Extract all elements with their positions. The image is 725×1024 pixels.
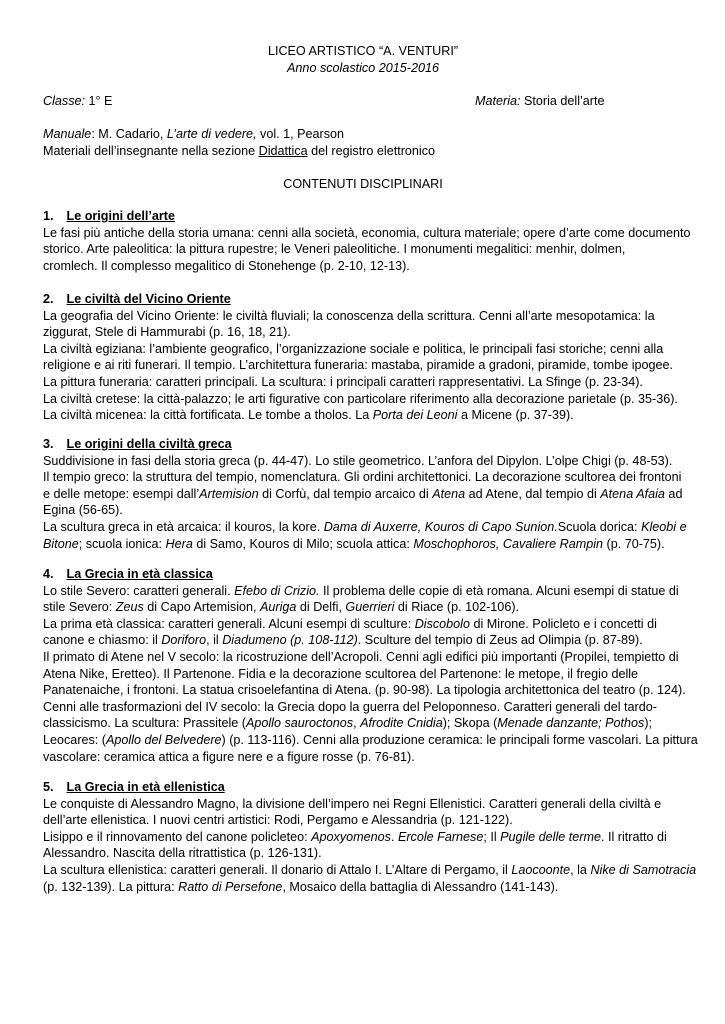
text-line: Il tempio greco: la struttura del tempio, nomenclatura. Gli ordini architettonici. La decorazione scultorea dei frontoni [43, 470, 682, 485]
text-line: La civiltà micenea: la città fortificata. Le tombe a tholos. La Porta dei Leoni a Micene (p. 37-39). [43, 408, 574, 423]
didattica-link[interactable]: Didattica [258, 143, 308, 158]
section-title: La Grecia in età ellenistica [66, 780, 225, 794]
text-line: Il primato di Atene nel V secolo: la ricostruzione dell’Acropoli. Cenni agli edifici più importanti (Propilei, tempietto di [43, 649, 679, 664]
text-line: (p. 132-139). La pittura: Ratto di Persefone, Mosaico della battaglia di Alessandro (141-143). [43, 879, 559, 894]
text-line: cromlech. Il complesso megalitico di Stonehenge (p. 2-10, 12-13). [43, 258, 410, 273]
text-line: Lisippo e il rinnovamento del canone policleteo: Apoxyomenos. Ercole Farnese; Il Pugile delle terme. Il ritratto di [43, 829, 667, 844]
school-year: Anno scolastico 2015-2016 [287, 60, 439, 75]
text-line: religione e ai riti funerari. Il tempio. L’architettura funeraria: mastaba, piramide a gradoni, piramide, tombe ipogee. [43, 358, 674, 373]
subject-field: Materia: Storia dell’arte [475, 94, 605, 108]
text-line: dell’arte ellenistica. I nuovi centri artistici: Rodi, Pergamo e Alessandria (p. 121-122). [43, 813, 513, 828]
text-line: stile Severo: Zeus di Capo Artemision, Auriga di Delfi, Guerrieri di Riace (p. 102-106). [43, 600, 520, 615]
section-heading [43, 291, 683, 308]
document-header [43, 43, 683, 76]
text-line: Panatenaiche, i frontoni. La statua crisoelefantina di Atena. (p. 90-98). La tipologia architettonica del teatro (p. 124). [43, 683, 686, 698]
section-2 [43, 291, 683, 424]
section-title: Le origini della civiltà greca [66, 437, 232, 451]
section-3 [43, 436, 687, 552]
section-title: La Grecia in età classica [66, 567, 213, 581]
text-line: Bitone; scuola ionica: Hera di Samo, Kouros di Milo; scuola attica: Moschophoros, Cavaliere Rampin (p. 70-75). [43, 536, 665, 551]
text-line: Atena Nike, Eretteo). Il Partenone. Fidia e la decorazione scultorea del Partenone: le metope, il fregio delle [43, 666, 639, 681]
text-line: La scultura greca in età arcaica: il kouros, la kore. Dama di Auxerre, Kouros di Capo Sunion.Scuola dorica: Kleobi e [43, 519, 687, 534]
manual-line: Manuale: M. Cadario, L’arte di vedere, vol. 1, Pearson [43, 127, 345, 141]
text-line: La scultura ellenistica: caratteri generali. Il donario di Attalo I. L’Altare di Pergamo, il Laocoonte, la Nike di Samotracia [43, 862, 697, 877]
section-1 [43, 208, 691, 274]
manual-info [43, 126, 683, 159]
text-line: La geografia del Vicino Oriente: le civiltà fluviali; la conoscenza della scrittura. Cenni all’arte mesopotamica: la [43, 308, 655, 323]
text-line: canone e chiasmo: il Doriforo, il Diadumeno (p. 108-112). Sculture del tempio di Zeus ad Olimpia (p. 87-89). [43, 633, 643, 648]
section-5 [43, 779, 697, 895]
text-line: Cenni alle trasformazioni del IV secolo: la Grecia dopo la guerra del Peloponneso. Caratteri generali del tardo- [43, 699, 657, 714]
section-title: Le origini dell’arte [66, 209, 175, 223]
section-title: Le civiltà del Vicino Oriente [66, 292, 231, 306]
section-number: 1. [43, 209, 54, 223]
text-line: Egina (56-65). [43, 503, 123, 518]
class-field: Classe: 1° E [43, 94, 113, 108]
text-line: classicismo. La scultura: Prassitele (Apollo sauroctonos, Afrodite Cnidia); Skopa (Menade danzante; Pothos); [43, 716, 653, 731]
text-line: ziggurat, Stele di Hammurabi (p. 16, 18, 21). [43, 325, 291, 340]
contents-title: CONTENUTI DISCIPLINARI [283, 177, 443, 191]
text-line: storico. Arte paleolitica: la pittura rupestre; le Veneri paleolitiche. I monumenti megalitici: menhir, dolmen, [43, 242, 626, 257]
text-line: Alessandro. Nascita della ritrattistica (p. 126-131). [43, 846, 322, 861]
text-line: Lo stile Severo: caratteri generali. Efebo di Crizio. Il problema delle copie di età romana. Alcuni esempi di statue di [43, 583, 679, 598]
text-line: La pittura funeraria: caratteri principali. La scultura: i principali caratteri rappresentativi. La Sfinge (p. 23-34). [43, 374, 643, 389]
text-line: La prima età classica: caratteri generali. Alcuni esempi di sculture: Discobolo di Mirone. Policleto e i concetti di [43, 616, 657, 631]
text-line: Leocares: (Apollo del Belvedere) (p. 113-116). Cenni alla produzione ceramica: le principali forme vascolari. La pittura [43, 732, 698, 747]
text-line: La civiltà cretese: la città-palazzo; le arti figurative con particolare riferimento alla decorazione parietale (p. 35-36). [43, 391, 678, 406]
section-heading [43, 566, 683, 583]
school-name: LICEO ARTISTICO “A. VENTURI” [267, 44, 459, 58]
text-line: Suddivisione in fasi della storia greca (p. 44-47). Lo stile geometrico. L’anfora del Dipylon. L’olpe Chigi (p. 48-53). [43, 453, 673, 468]
section-heading [43, 779, 683, 796]
section-number: 4. [43, 567, 54, 581]
section-number: 2. [43, 292, 54, 306]
text-line: vascolare: ceramica attica a figure nere e a figure rosse (p. 76-81). [43, 749, 415, 764]
text-line: La civiltà egiziana: l’ambiente geografico, l’organizzazione sociale e politica, le principali fasi storiche; cenni alla [43, 341, 664, 356]
materials-line: Materiali dell’insegnante nella sezione Didattica del registro elettronico [43, 143, 436, 158]
class-info-row [43, 93, 683, 110]
text-line: Le conquiste di Alessandro Magno, la divisione dell’impero nei Regni Ellenistici. Caratteri generali della civiltà e [43, 796, 662, 811]
section-4 [43, 566, 698, 765]
section-heading [43, 436, 683, 453]
section-number: 3. [43, 437, 54, 451]
section-heading [43, 208, 683, 225]
section-number: 5. [43, 780, 54, 794]
text-line: Le fasi più antiche della storia umana: cenni alla società, economia, cultura materiale; opere d’arte come documento [43, 225, 691, 240]
text-line: e delle metope: esempi dall’Artemision di Corfù, dal tempio arcaico di Atena ad Atene, dal tempio di Atena Afaia ad [43, 486, 683, 501]
